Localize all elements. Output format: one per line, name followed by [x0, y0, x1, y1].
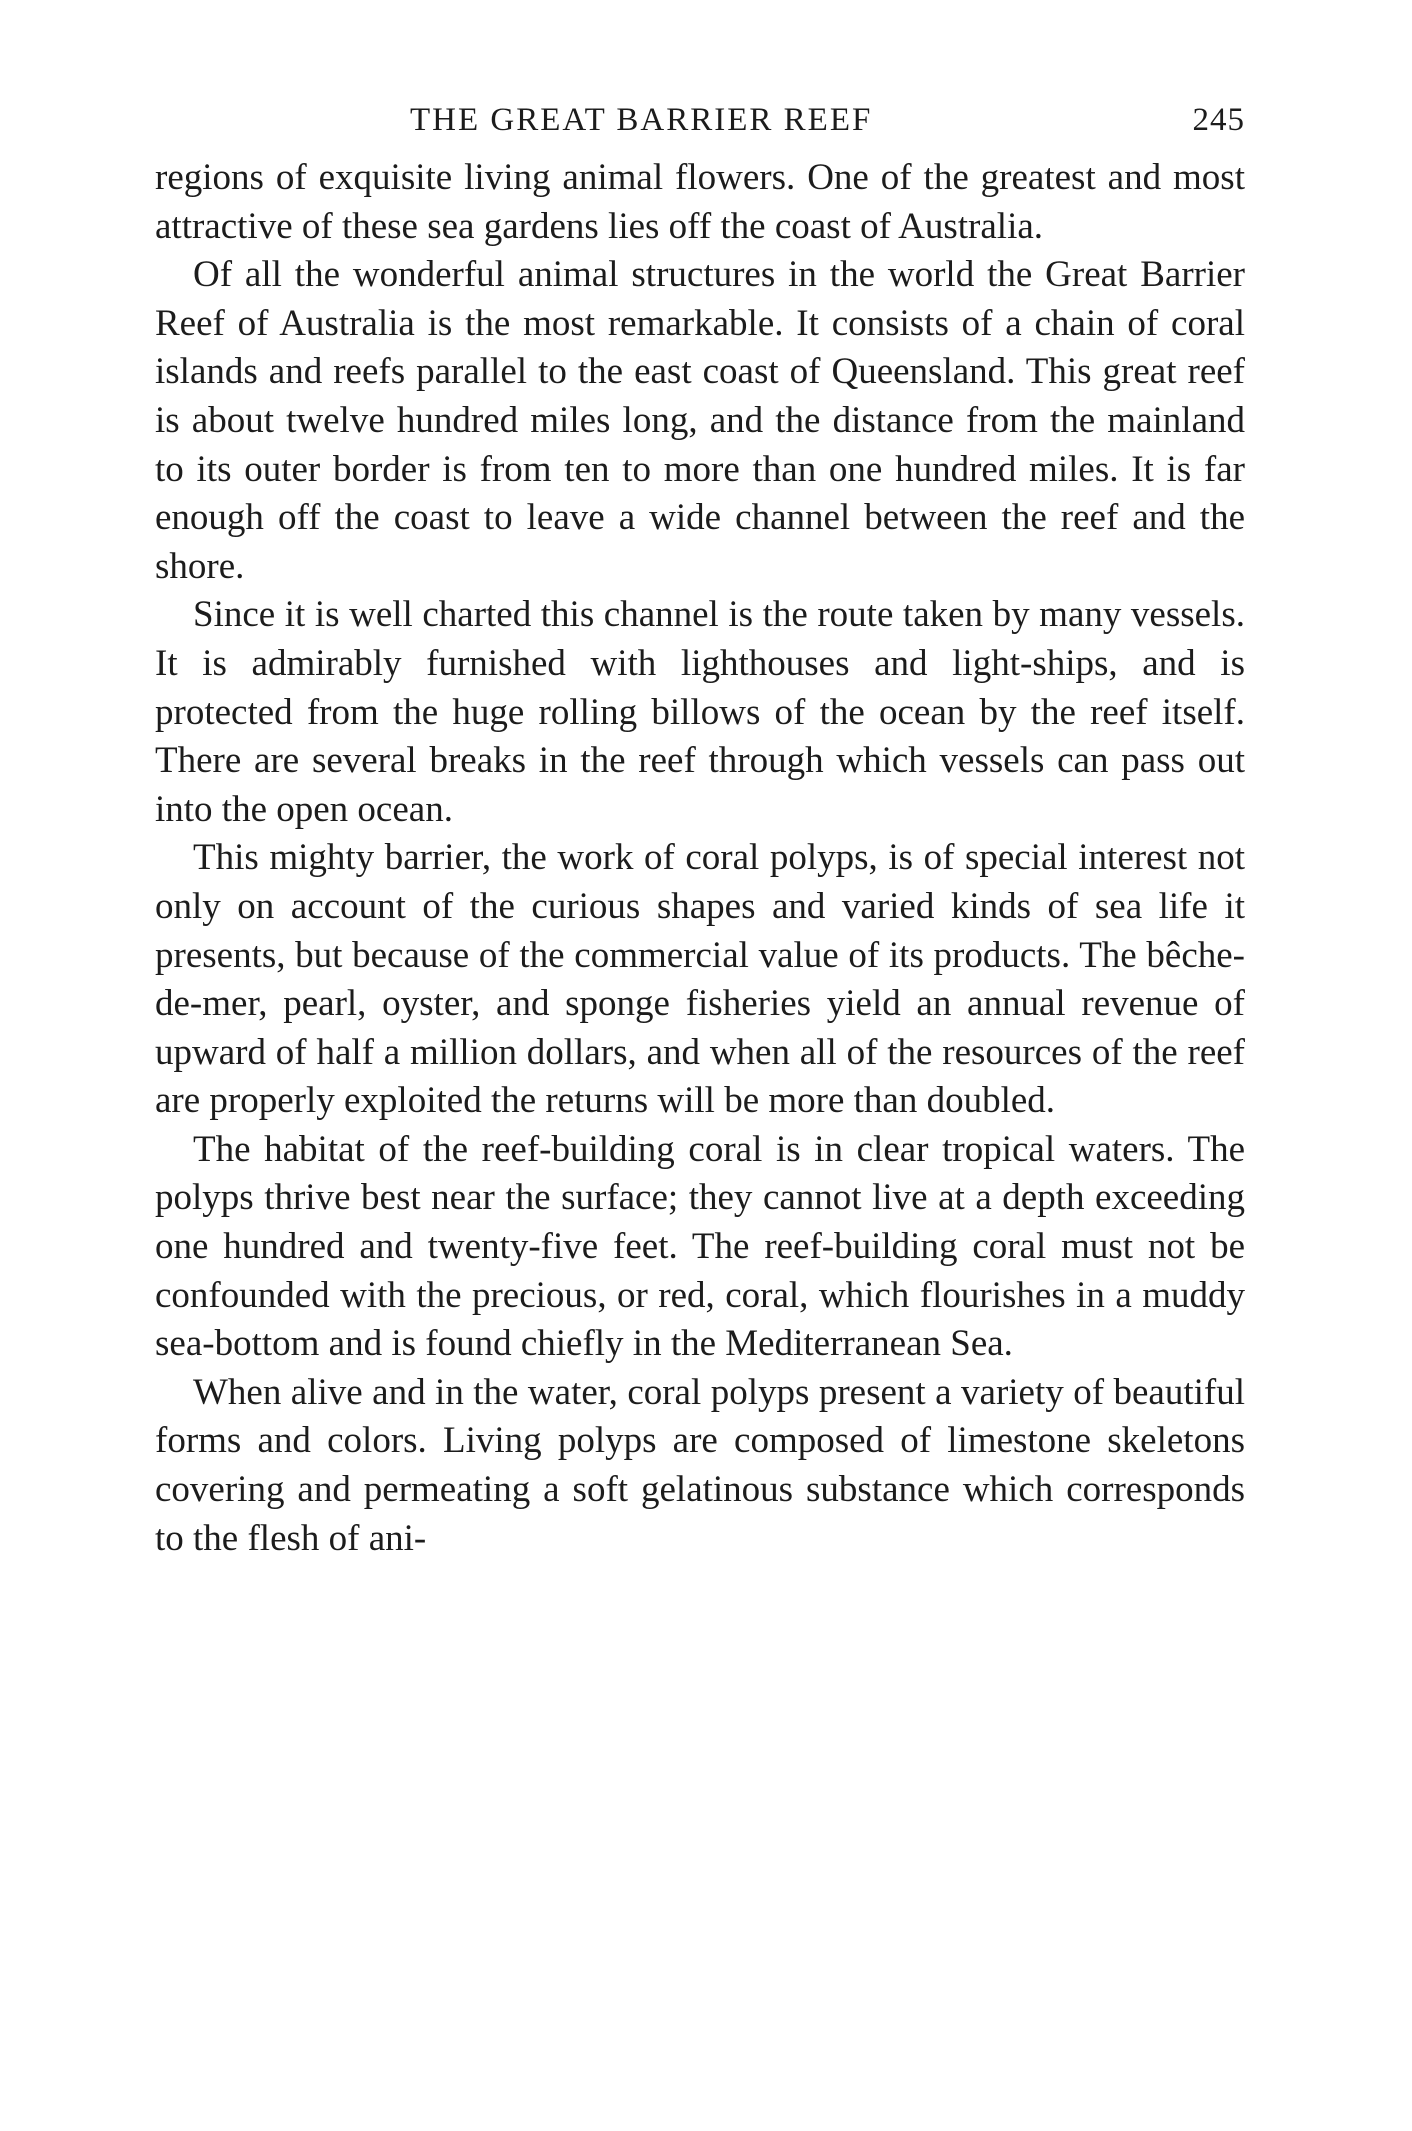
page-number: 245 — [1192, 102, 1245, 138]
paragraph: This mighty barrier, the work of coral polyps, is of special interest not only on account of the curious shapes and varied kinds of sea life it presents, but because of the commercial value of its products. The bêche-de-mer, pearl, oyster, and sponge fisheries yield an annual revenue of upward of half a million dollars, and when all of the resources of the reef are properly exploited the returns will be more than doubled. — [155, 837, 1245, 1122]
paragraph: When alive and in the water, coral polyps present a variety of beautiful forms and colors. Living polyps are composed of limestone skeletons covering and permeating a soft gelatinous substance which corresponds to the flesh of ani- — [155, 1371, 1245, 1559]
book-page — [155, 102, 1245, 1563]
paragraph: Of all the wonderful animal structures in the world the Great Barrier Reef of Australia is the most remarkable. It consists of a chain of coral islands and reefs parallel to the east coast of Queensland. This great reef is about twelve hundred miles long, and the distance from the mainland to its outer border is from ten to more than one hundred miles. It is far enough off the coast to leave a wide channel between the reef and the shore. — [155, 254, 1245, 587]
running-head — [155, 102, 1245, 162]
running-title: THE GREAT BARRIER REEF — [410, 102, 873, 138]
paragraph: The habitat of the reef-building coral is in clear tropical waters. The polyps thrive best near the surface; they cannot live at a depth exceeding one hundred and twenty-five feet. The reef-building coral must not be confounded with the precious, or red, coral, which flourishes in a muddy sea-bottom and is found chiefly in the Mediterranean Sea. — [155, 1128, 1245, 1365]
body-text — [155, 154, 1245, 1563]
paragraph-continued: regions of exquisite living animal flowers. One of the greatest and most attractive of these sea gardens lies off the coast of Australia. — [155, 157, 1245, 247]
paragraph: Since it is well charted this channel is the route taken by many vessels. It is admirably furnished with lighthouses and light-ships, and is protected from the huge rolling billows of the ocean by the reef itself. There are several breaks in the reef through which vessels can pass out into the open ocean. — [155, 594, 1245, 830]
